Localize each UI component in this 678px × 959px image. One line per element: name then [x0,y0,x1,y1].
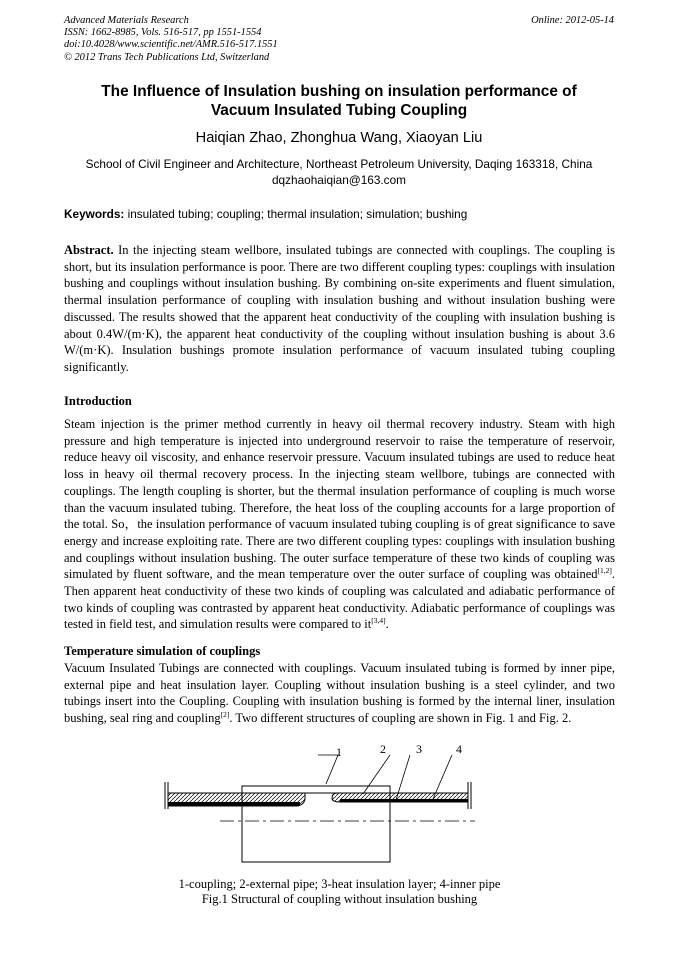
email: dqzhaohaiqian@163.com [272,173,406,187]
affiliation: School of Civil Engineer and Architecture, Northeast Petroleum University, Daqing 163318, China [85,157,593,171]
affiliation-block [64,156,614,188]
intro-text-2: . Then apparent heat conductivity of these two kinds of coupling was calculated and adiabatic performance of two kinds of coupling was contrasted by apparent heat conductivity. Adiabatic performance of couplings was tested in field test, and simulation results were compared to it [64,567,615,632]
citation-3-4: [3,4] [371,616,386,626]
inner-pipe-right [340,799,468,802]
abstract-label: Abstract. [64,243,114,257]
copyright-line: © 2012 Trans Tech Publications Ltd, Switzerland [64,51,270,63]
inner-pipe-left [168,802,300,806]
authors: Haiqian Zhao, Zhonghua Wang, Xiaoyan Liu [195,130,483,146]
diagram-label-4: 4 [456,744,462,756]
title-line-1: The Influence of Insulation bushing on insulation performance of [101,83,577,100]
abstract [64,242,615,376]
citation-2: [2] [220,710,230,720]
intro-text-1: Steam injection is the primer method currently in heavy oil thermal recovery industry. Steam with high pressure and high temperature is injected into underground reservoir to raise the temperature of reservoir, reduce heavy oil viscosity, and enhance reservoir pressure. Vacuum insulated tubings are used to reduce heat loss in heavy oil thermal recovery process. In the injecting steam wellbore, tubings are connected with couplings. The length coupling is shorter, but the thermal insulation performance of coupling is much worse than the vacuum insulated tubing. Therefore, the heat loss of the coupling accounts for a large proportion of the total. So，the insulation performance of vacuum insulated tubing coupling is of great significance to save energy and increase exploiting rate. There are two different coupling types: couplings with insulation bushing and couplings without insulation bushing. The outer surface temperature of these two kinds of coupling was simulated by fluent software, and the mean temperature over the outer surface of coupling was obtained [64,417,615,582]
coupling-diagram [160,744,530,874]
title-line-2: Vacuum Insulated Tubing Coupling [210,102,468,119]
online-date: Online: 2012-05-14 [531,15,614,26]
temperature-simulation-heading: Temperature simulation of couplings [64,644,261,658]
publication-metadata [64,15,278,64]
figure-caption: Fig.1 Structural of coupling without insulation bushing [201,892,478,906]
journal-name: Advanced Materials Research [64,15,189,26]
citation-1-2: [1,2] [597,566,612,576]
abstract-text: In the injecting steam wellbore, insulated tubings are connected with couplings. The coupling is short, but its insulation performance is poor. There are two different coupling types: couplings with insulation bushing and couplings without insulation bushing. By combining on-site experiments and fluent simulation, thermal insulation performance of coupling with insulation bushing and without insulation bushing were discussed. The results showed that the apparent heat conductivity of the coupling with insulation bushing is about 0.4W/(m·K), the apparent heat conductivity of the coupling without insulation bushing is about 3.6 W/(m·K). Insulation bushings promote insulation performance of vacuum insulated tubing coupling significantly. [64,243,616,374]
intro-text-3: . [385,617,389,632]
figure-legend: 1-coupling; 2-external pipe; 3-heat insulation layer; 4-inner pipe [178,877,501,891]
leader-line-4 [433,755,452,799]
diagram-label-2: 2 [380,744,386,756]
temp-text-1: Vacuum Insulated Tubings are connected with couplings. Vacuum insulated tubing is formed by inner pipe, external pipe and heat insulation layer. Coupling without insulation bushing is a steel cylinder, and two tubings insert into the Coupling. Coupling with insulation bushing is formed by the internal liner, insulation bushing, seal ring and coupling [64,661,615,726]
doi-line: doi:10.4028/www.scientific.net/AMR.516-517.1551 [64,39,278,51]
leader-line-1 [318,755,338,784]
temp-text-2: . Two different structures of coupling are shown in Fig. 1 and Fig. 2. [229,711,572,726]
leader-line-2 [363,755,390,794]
temperature-simulation-paragraph [64,660,615,727]
keywords-line [64,207,616,221]
introduction-paragraph [64,416,615,633]
introduction-heading: Introduction [64,394,132,408]
diagram-label-1: 1 [336,745,342,759]
paper-title [64,82,614,120]
keywords-label: Keywords: [64,207,125,221]
diagram-label-3: 3 [416,744,422,756]
issn-line: ISSN: 1662-8985, Vols. 516-517, pp 1551-1554 [64,27,262,39]
keywords-text: insulated tubing; coupling; thermal insulation; simulation; bushing [127,207,468,221]
